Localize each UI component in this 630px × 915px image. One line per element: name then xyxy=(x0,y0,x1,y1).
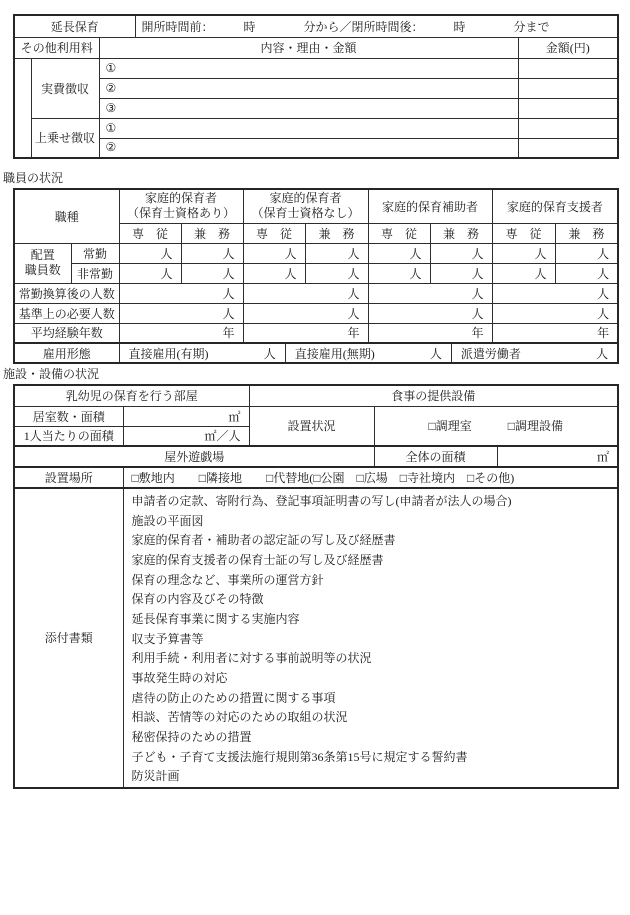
staff-count-field[interactable]: 人 xyxy=(492,263,555,283)
subcol-dedicated: 専 従 xyxy=(368,223,430,243)
staff-count-field[interactable]: 人 xyxy=(368,243,430,263)
total-area-field[interactable]: ㎡ xyxy=(497,446,618,467)
staff-count-field[interactable]: 人 xyxy=(430,263,492,283)
attachment-item: 延長保育事業に関する実施内容 xyxy=(131,611,300,626)
required-count-field[interactable]: 人 xyxy=(368,303,492,323)
experience-years-field[interactable]: 年 xyxy=(492,323,618,343)
placement-count-label xyxy=(14,243,71,283)
staff-count-field[interactable]: 人 xyxy=(243,263,305,283)
employment-fixed-term-unit: 人 xyxy=(263,346,276,361)
fte-count-field[interactable]: 人 xyxy=(492,283,618,303)
employment-dispatch-field[interactable] xyxy=(451,344,617,362)
attachment-item: 秘密保持のための措置 xyxy=(131,729,252,744)
employment-permanent-label: 直接雇用(無期) xyxy=(294,346,375,361)
group-header-supporter: 家庭的保育支援者 xyxy=(492,189,618,223)
placement-label-line2: 職員数 xyxy=(24,263,61,277)
actual-cost-item2-field[interactable]: ② xyxy=(99,78,518,98)
required-count-field[interactable]: 人 xyxy=(119,303,243,323)
fte-row-label: 常勤換算後の人数 xyxy=(14,283,119,303)
extended-care-hours-field[interactable]: 開所時間前： 時 分から／閉所時間後： 時 分まで xyxy=(135,15,618,37)
experience-years-field[interactable]: 年 xyxy=(243,323,368,343)
actual-cost-amount1-field[interactable] xyxy=(518,58,618,78)
placement-label-line1: 配置 xyxy=(30,248,55,262)
group-header-unlicensed xyxy=(243,189,368,223)
per-person-area-field[interactable]: ㎡／人 xyxy=(123,426,249,446)
attachment-item: 防災計画 xyxy=(131,769,180,784)
other-fees-label: その他利用料 xyxy=(14,37,99,58)
group-licensed-line1: 家庭的保育者 xyxy=(145,191,218,206)
actual-cost-item1-field[interactable]: ① xyxy=(99,58,518,78)
employment-type-label: 雇用形態 xyxy=(14,343,119,363)
per-person-area-label: 1人当たりの面積 xyxy=(14,426,123,446)
attachment-item: 家庭的保育者・補助者の認定証の写し及び経歴書 xyxy=(131,533,396,548)
amount-yen-header: 金額(円) xyxy=(518,37,618,58)
rooms-area-field[interactable]: ㎡ xyxy=(123,406,249,426)
surcharge-item2-field[interactable]: ② xyxy=(99,138,518,158)
attachments-list xyxy=(123,488,618,788)
staff-count-field[interactable]: 人 xyxy=(305,263,368,283)
surcharge-amount1-field[interactable] xyxy=(518,118,618,138)
staff-count-field[interactable]: 人 xyxy=(492,243,555,263)
surcharge-item1-field[interactable]: ① xyxy=(99,118,518,138)
attachment-item: 収支予算書等 xyxy=(131,631,204,646)
attachment-item: 家庭的保育支援者の保育士証の写し及び経歴書 xyxy=(131,552,384,567)
employment-dispatch-label: 派遣労働者 xyxy=(460,346,521,361)
total-area-label: 全体の面積 xyxy=(374,446,497,467)
required-count-field[interactable]: 人 xyxy=(243,303,368,323)
staff-count-field[interactable]: 人 xyxy=(555,243,618,263)
subcol-dedicated: 専 従 xyxy=(243,223,305,243)
required-row-label: 基準上の必要人数 xyxy=(14,303,119,323)
employment-fixed-term-field[interactable] xyxy=(120,344,285,362)
surcharge-amount2-field[interactable] xyxy=(518,138,618,158)
fte-count-field[interactable]: 人 xyxy=(368,283,492,303)
attachment-item: 事故発生時の対応 xyxy=(131,670,228,685)
staff-count-field[interactable]: 人 xyxy=(119,243,181,263)
staff-table xyxy=(13,188,619,364)
subcol-dedicated: 専 従 xyxy=(119,223,181,243)
employment-fixed-term-label: 直接雇用(有期) xyxy=(128,346,209,361)
attachments-label: 添付書類 xyxy=(14,488,123,788)
job-type-header: 職種 xyxy=(14,189,119,243)
facility-table xyxy=(13,384,619,789)
staff-count-field[interactable]: 人 xyxy=(243,243,305,263)
actual-cost-amount3-field[interactable] xyxy=(518,98,618,118)
staff-count-field[interactable]: 人 xyxy=(119,263,181,283)
staff-section-title: 職員の状況 xyxy=(3,171,64,185)
content-reason-amount-header: 内容・理由・金額 xyxy=(99,37,518,58)
group-licensed-line2: （保育士資格あり） xyxy=(127,206,236,221)
actual-cost-amount2-field[interactable] xyxy=(518,78,618,98)
parttime-row-label: 非常勤 xyxy=(71,263,119,283)
meal-facility-header: 食事の提供設備 xyxy=(249,385,618,406)
care-room-header: 乳幼児の保育を行う部屋 xyxy=(14,385,249,406)
group-header-licensed xyxy=(119,189,243,223)
employment-type-row xyxy=(119,343,618,363)
attachment-item: 保育の理念など、事業所の運営方針 xyxy=(131,572,324,587)
employment-dispatch-unit: 人 xyxy=(596,346,609,361)
extended-care-table xyxy=(13,14,619,159)
meal-options-cell xyxy=(374,406,618,446)
staff-count-field[interactable]: 人 xyxy=(368,263,430,283)
experience-row-label: 平均経験年数 xyxy=(14,323,119,343)
extended-care-label: 延長保育 xyxy=(14,15,135,37)
attachment-item: 相談、苦情等の対応のための取組の状況 xyxy=(131,710,348,725)
attachment-item: 保育の内容及びその特徴 xyxy=(131,592,264,607)
rooms-area-label: 居室数・面積 xyxy=(14,406,123,426)
employment-permanent-unit: 人 xyxy=(429,346,442,361)
location-label: 設置場所 xyxy=(14,467,123,488)
subcol-dedicated: 専 従 xyxy=(492,223,555,243)
fulltime-row-label: 常勤 xyxy=(71,243,119,263)
staff-count-field[interactable]: 人 xyxy=(305,243,368,263)
subcol-concurrent: 兼 務 xyxy=(305,223,368,243)
fte-count-field[interactable]: 人 xyxy=(119,283,243,303)
attachment-item: 利用手続・利用者に対する事前説明等の状況 xyxy=(131,651,372,666)
spacer-cell xyxy=(14,58,31,158)
kitchen-equipment-checkbox[interactable]: □調理設備 xyxy=(507,419,564,434)
actual-cost-label: 実費徴収 xyxy=(31,58,99,118)
location-options-checkboxes[interactable]: □敷地内 □隣接地 □代替地(□公園 □広場 □寺社境内 □その他) xyxy=(123,467,618,488)
fte-count-field[interactable]: 人 xyxy=(243,283,368,303)
attachment-item: 子ども・子育て支援法施行規則第36条第15号に規定する誓約書 xyxy=(131,749,468,764)
attachment-item: 申請者の定款、寄附行為、登記事項証明書の写し(申請者が法人の場合) xyxy=(131,494,512,508)
subcol-concurrent: 兼 務 xyxy=(555,223,618,243)
facility-section-title: 施設・設備の状況 xyxy=(3,367,100,381)
employment-permanent-field[interactable] xyxy=(285,344,451,362)
attachment-item: 施設の平面図 xyxy=(131,513,204,528)
experience-years-field[interactable]: 年 xyxy=(368,323,492,343)
staff-count-field[interactable]: 人 xyxy=(555,263,618,283)
kitchen-checkbox[interactable]: □調理室 xyxy=(428,419,472,434)
group-unlicensed-line2: （保育士資格なし） xyxy=(251,206,360,221)
surcharge-label: 上乗せ徴収 xyxy=(31,118,99,158)
installation-status-label: 設置状況 xyxy=(249,406,374,446)
staff-count-field[interactable]: 人 xyxy=(430,243,492,263)
experience-years-field[interactable]: 年 xyxy=(119,323,243,343)
actual-cost-item3-field[interactable]: ③ xyxy=(99,98,518,118)
subcol-concurrent: 兼 務 xyxy=(181,223,243,243)
group-header-assistant: 家庭的保育補助者 xyxy=(368,189,492,223)
playground-header: 屋外遊戯場 xyxy=(14,446,374,467)
group-unlicensed-line1: 家庭的保育者 xyxy=(269,191,342,206)
required-count-field[interactable]: 人 xyxy=(492,303,618,323)
subcol-concurrent: 兼 務 xyxy=(430,223,492,243)
staff-count-field[interactable]: 人 xyxy=(181,243,243,263)
staff-count-field[interactable]: 人 xyxy=(181,263,243,283)
attachment-item: 虐待の防止のための措置に関する事項 xyxy=(131,690,336,705)
